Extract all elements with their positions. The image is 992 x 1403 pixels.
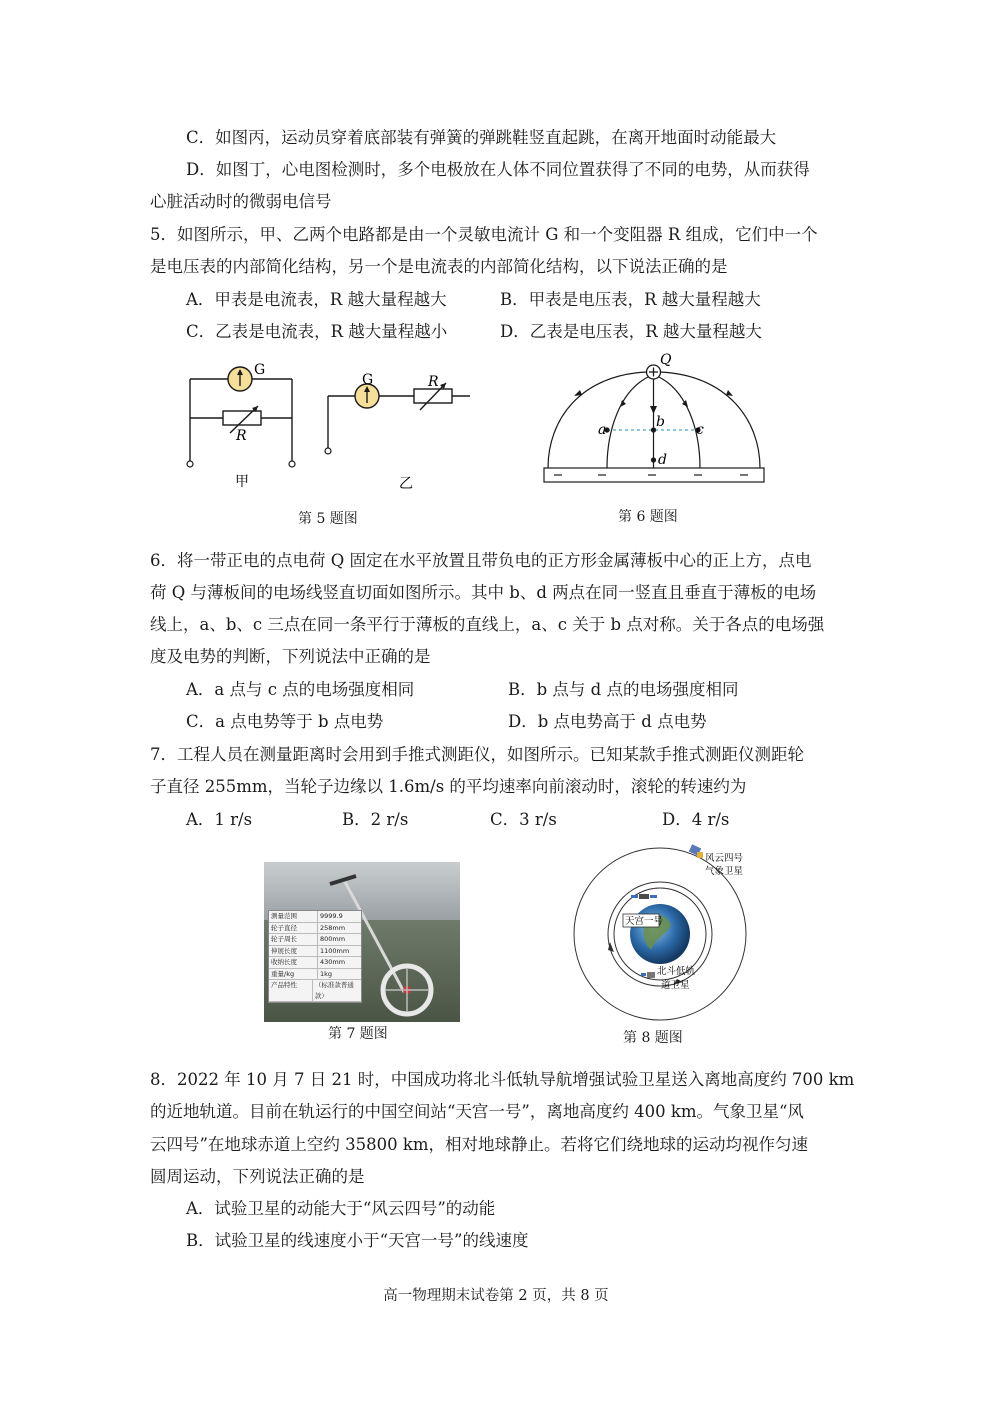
label-fengyun-1: 风云四号 [705,853,744,864]
q7-stem-line2: 子直径 255mm，当轮子边缘以 1.6m/s 的平均速率向前滚动时，滚轮的转速约为 [150,777,747,796]
q5-stem-line1: 5．如图所示，甲、乙两个电路都是由一个灵敏电流计 G 和一个变阻器 R 组成，它们中一个 [150,225,818,244]
q7-option-c: C．3 r/s [490,810,557,829]
q8-stem-line3: 云四号”在地球赤道上空约 35800 km，相对地球静止。若将它们绕地球的运动均视作匀速 [150,1135,809,1154]
q8-stem-line4: 圆周运动，下列说法正确的是 [150,1167,365,1186]
label-c: c [696,422,704,438]
fig5-circuits [170,350,470,500]
q6-option-d: D．b 点电势高于 d 点电势 [508,712,707,731]
label-jia: 甲 [235,474,249,490]
label-d: d [658,452,667,468]
spec-row: 轮子直径 258mm [269,923,361,935]
q4-option-c: C．如图丙，运动员穿着底部装有弹簧的弹跳鞋竖直起跳，在离开地面时动能最大 [186,128,777,147]
q7-option-a: A．1 r/s [186,810,253,829]
q4-option-d-line2: 心脏活动时的微弱电信号 [150,192,332,211]
q5-option-b: B．甲表是电压表，R 越大量程越大 [500,290,761,309]
q6-option-a: A．a 点与 c 点的电场强度相同 [186,680,415,699]
label-beidou-2: 道卫星 [661,980,690,991]
label-q: Q [660,352,672,368]
q4-option-d-line1: D．如图丁，心电图检测时，多个电极放在人体不同位置获得了不同的电势，从而获得 [186,160,810,179]
satellite-icon [631,894,657,899]
q6-option-c: C．a 点电势等于 b 点电势 [186,712,384,731]
label-g-jia: G [254,362,266,378]
label-a: a [598,422,607,438]
fig5-caption: 第 5 题图 [298,511,358,527]
q6-stem-line4: 度及电势的判断，下列说法中正确的是 [150,647,431,666]
q8-stem-line2: 的近地轨道。目前在轨运行的中国空间站“天宫一号”，离地高度约 400 km。气象卫星“风 [150,1102,804,1121]
spec-row: 伸展长度 1100mm [269,946,361,958]
q8-stem-line1: 8．2022 年 10 月 7 日 21 时，中国成功将北斗低轨导航增强试验卫星送入离地高度约 700 km [150,1070,855,1089]
q6-option-b: B．b 点与 d 点的电场强度相同 [508,680,739,699]
q7-option-d: D．4 r/s [662,810,730,829]
spec-row: 轮子周长 800mm [269,934,361,946]
spec-row: 产品特性 （标准款普通款） [269,980,361,1002]
label-g-yi: G [362,372,374,388]
fig7-caption: 第 7 题图 [328,1026,388,1042]
label-b: b [656,414,665,430]
q5-option-c: C．乙表是电流表，R 越大量程越小 [186,322,448,341]
q5-stem-line2: 是电压表的内部简化结构，另一个是电流表的内部简化结构，以下说法正确的是 [150,257,728,276]
q6-stem-line1: 6．将一带正电的点电荷 Q 固定在水平放置且带负电的正方形金属薄板中心的正上方，点电 [150,551,812,570]
q7-option-b: B．2 r/s [342,810,409,829]
spec-table [268,910,362,1003]
fig8-caption: 第 8 题图 [623,1030,683,1046]
q6-stem-line2: 荷 Q 与薄板间的电场线竖直切面如图所示。其中 b、d 两点在同一竖直且垂直于薄板的电场 [150,583,817,602]
fig7-photo [264,862,460,1022]
positive-charge-icon [647,365,661,379]
q8-option-a: A．试验卫星的动能大于“风云四号”的动能 [186,1199,496,1218]
spec-row: 重量/kg 1kg [269,969,361,981]
label-fengyun-2: 气象卫星 [705,866,744,877]
q5-option-d: D．乙表是电压表，R 越大量程越大 [500,322,762,341]
label-r-jia: R [236,428,247,444]
label-yi: 乙 [399,476,413,492]
q8-option-b: B．试验卫星的线速度小于“天宫一号”的线速度 [186,1231,529,1250]
label-tiangong: 天宫一号 [625,916,664,927]
q7-stem-line1: 7．工程人员在测量距离时会用到手推式测距仪，如图所示。已知某款手推式测距仪测距轮 [150,745,804,764]
spec-row: 收纳长度 430mm [269,957,361,969]
label-r-yi: R [428,374,439,390]
spec-row: 测量范围 9999.9 [269,911,361,923]
fig6-field-lines [540,350,770,490]
fig8-orbits [565,842,785,1028]
galvanometer-icon [228,367,252,391]
q6-stem-line3: 线上，a、b、c 三点在同一条平行于薄板的直线上，a、c 关于 b 点对称。关于各点的电场强 [150,615,825,634]
fig6-caption: 第 6 题图 [618,509,678,525]
label-beidou-1: 北斗低轨 [657,966,696,977]
page-footer: 高一物理期末试卷第 2 页，共 8 页 [383,1288,609,1304]
q5-option-a: A．甲表是电流表，R 越大量程越大 [186,290,447,309]
